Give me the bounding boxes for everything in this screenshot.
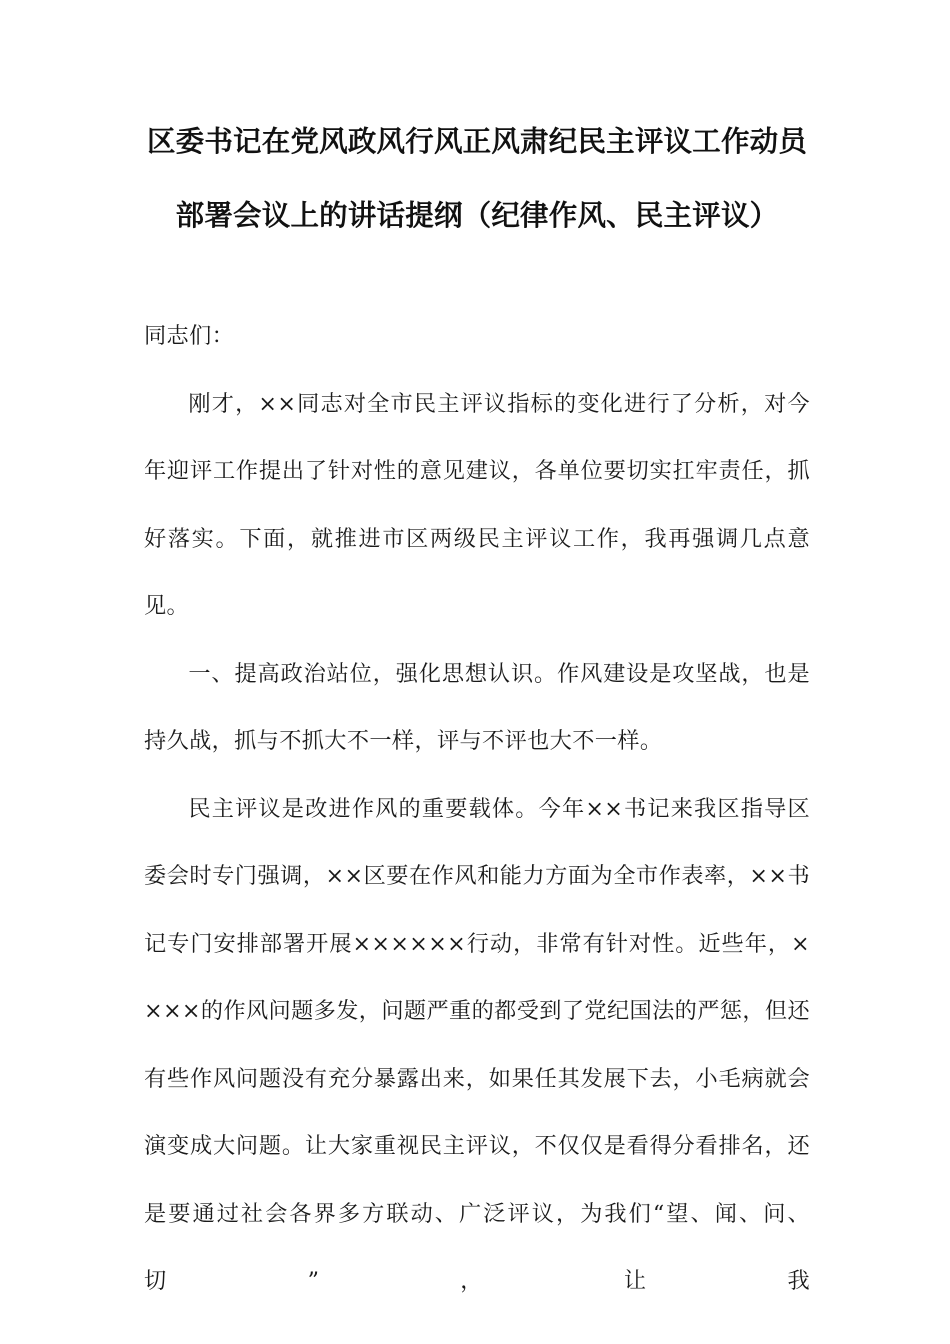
salutation: 同志们： — [144, 323, 235, 349]
body-paragraph-2: 一、提高政治站位，强化思想认识。作风建设是攻坚战，也是持久战，抓与不抓大不一样，评与不评也大不一样。 — [144, 660, 810, 754]
document-title — [144, 0, 810, 253]
title-line-1: 区委书记在党风政风行风正风肃纪民主评议工作动员 — [146, 125, 808, 158]
body-paragraph-3: 民主评议是改进作风的重要载体。今年××书记来我区指导区委会时专门强调，××区要在作风和能力方面为全市作表率，××书记专门安排部署开展××××××行动，非常有针对性。近些年，××××的作风问题多发，问题严重的都受到了党纪国法的严惩，但还有些作风问题没有充分暴露出来，如果任其发展下去，小毛病就会演变成大问题。让大家重视民主评议，不仅仅是看得分看排名，还是要通过社会各界多方联动、广泛评议，为我们“望、闻、问、切”，让我 — [144, 795, 810, 1294]
body-paragraph-1: 刚才，××同志对全市民主评议指标的变化进行了分析，对今年迎评工作提出了针对性的意见建议，各单位要切实扛牢责任，抓好落实。下面，就推进市区两级民主评议工作，我再强调几点意见。 — [144, 390, 810, 619]
title-line-2: 部署会议上的讲话提纲（纪律作风、民主评议） — [175, 199, 779, 232]
document-text-column — [144, 0, 810, 1316]
